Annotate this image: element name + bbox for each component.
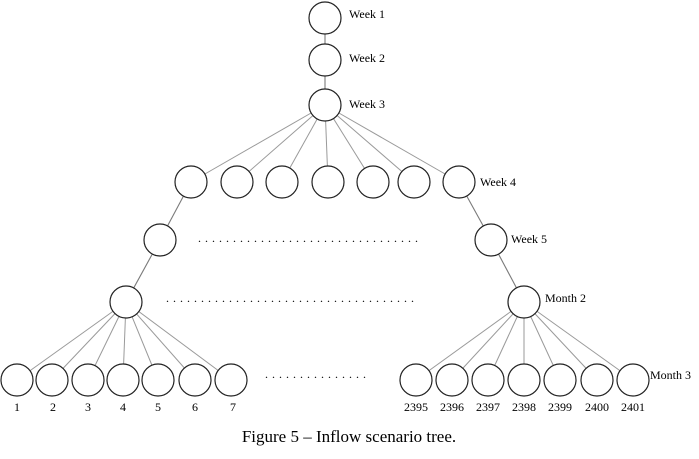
leaf-label: 7 — [230, 400, 236, 414]
node-week-4 — [357, 166, 389, 198]
node-month-3-leaf — [544, 364, 576, 396]
node-week-4 — [443, 166, 475, 198]
tree-nodes — [1, 2, 649, 396]
label-week-5: Week 5 — [511, 232, 548, 246]
edge-month2-month3-right — [524, 302, 633, 380]
node-week-4 — [266, 166, 298, 198]
label-week-2: Week 2 — [349, 51, 386, 65]
node-week-4 — [398, 166, 430, 198]
node-month-2-right — [508, 286, 540, 318]
edge-week3-week4 — [191, 105, 325, 182]
label-week-3: Week 3 — [349, 97, 386, 111]
figure-caption: Figure 5 – Inflow scenario tree. — [241, 427, 457, 446]
node-month-3-leaf — [215, 364, 247, 396]
node-month-3-leaf — [142, 364, 174, 396]
node-month-3-leaf — [508, 364, 540, 396]
leaf-label: 2397 — [476, 400, 500, 414]
label-week-1: Week 1 — [349, 7, 386, 21]
node-month-3-leaf — [36, 364, 68, 396]
leaf-label: 6 — [192, 400, 198, 414]
label-week-4: Week 4 — [480, 175, 517, 189]
leaf-label: 2398 — [512, 400, 536, 414]
node-week-3 — [309, 89, 341, 121]
node-week-1 — [309, 2, 341, 34]
node-week-2 — [309, 44, 341, 76]
leaf-labels-left — [14, 400, 236, 414]
label-month-3: Month 3 — [650, 368, 692, 382]
ellipsis-leaves: . . . . . . . . . . . . . . . — [265, 367, 367, 381]
leaf-label: 2401 — [621, 400, 645, 414]
leaf-label: 5 — [155, 400, 161, 414]
leaf-label: 2395 — [404, 400, 428, 414]
edge-month2-month3-left — [17, 302, 126, 380]
node-month-3-leaf — [179, 364, 211, 396]
leaf-label: 2399 — [548, 400, 572, 414]
leaf-label: 2396 — [440, 400, 464, 414]
node-month-3-leaf — [472, 364, 504, 396]
node-month-3-leaf — [617, 364, 649, 396]
node-month-3-leaf — [436, 364, 468, 396]
node-week-4 — [312, 166, 344, 198]
leaf-label: 4 — [120, 400, 126, 414]
node-week-5-left — [144, 224, 176, 256]
ellipsis-week-5: . . . . . . . . . . . . . . . . . . . . . . . . . . . . . . . . — [198, 231, 419, 245]
leaf-label: 1 — [14, 400, 20, 414]
ellipsis-month-2: . . . . . . . . . . . . . . . . . . . . . . . . . . . . . . . . . . . . — [166, 291, 415, 305]
node-week-4 — [221, 166, 253, 198]
edge-month2-month3-right — [416, 302, 524, 380]
node-week-4 — [175, 166, 207, 198]
leaf-label: 2 — [50, 400, 56, 414]
leaf-labels-right — [404, 400, 645, 414]
node-month-3-leaf — [1, 364, 33, 396]
node-month-3-leaf — [581, 364, 613, 396]
node-month-3-leaf — [72, 364, 104, 396]
node-month-3-leaf — [107, 364, 139, 396]
node-month-2-left — [110, 286, 142, 318]
node-week-5-right — [475, 224, 507, 256]
edge-week3-week4 — [325, 105, 459, 182]
leaf-label: 3 — [85, 400, 91, 414]
leaf-label: 2400 — [585, 400, 609, 414]
node-month-3-leaf — [400, 364, 432, 396]
label-month-2: Month 2 — [545, 291, 587, 305]
